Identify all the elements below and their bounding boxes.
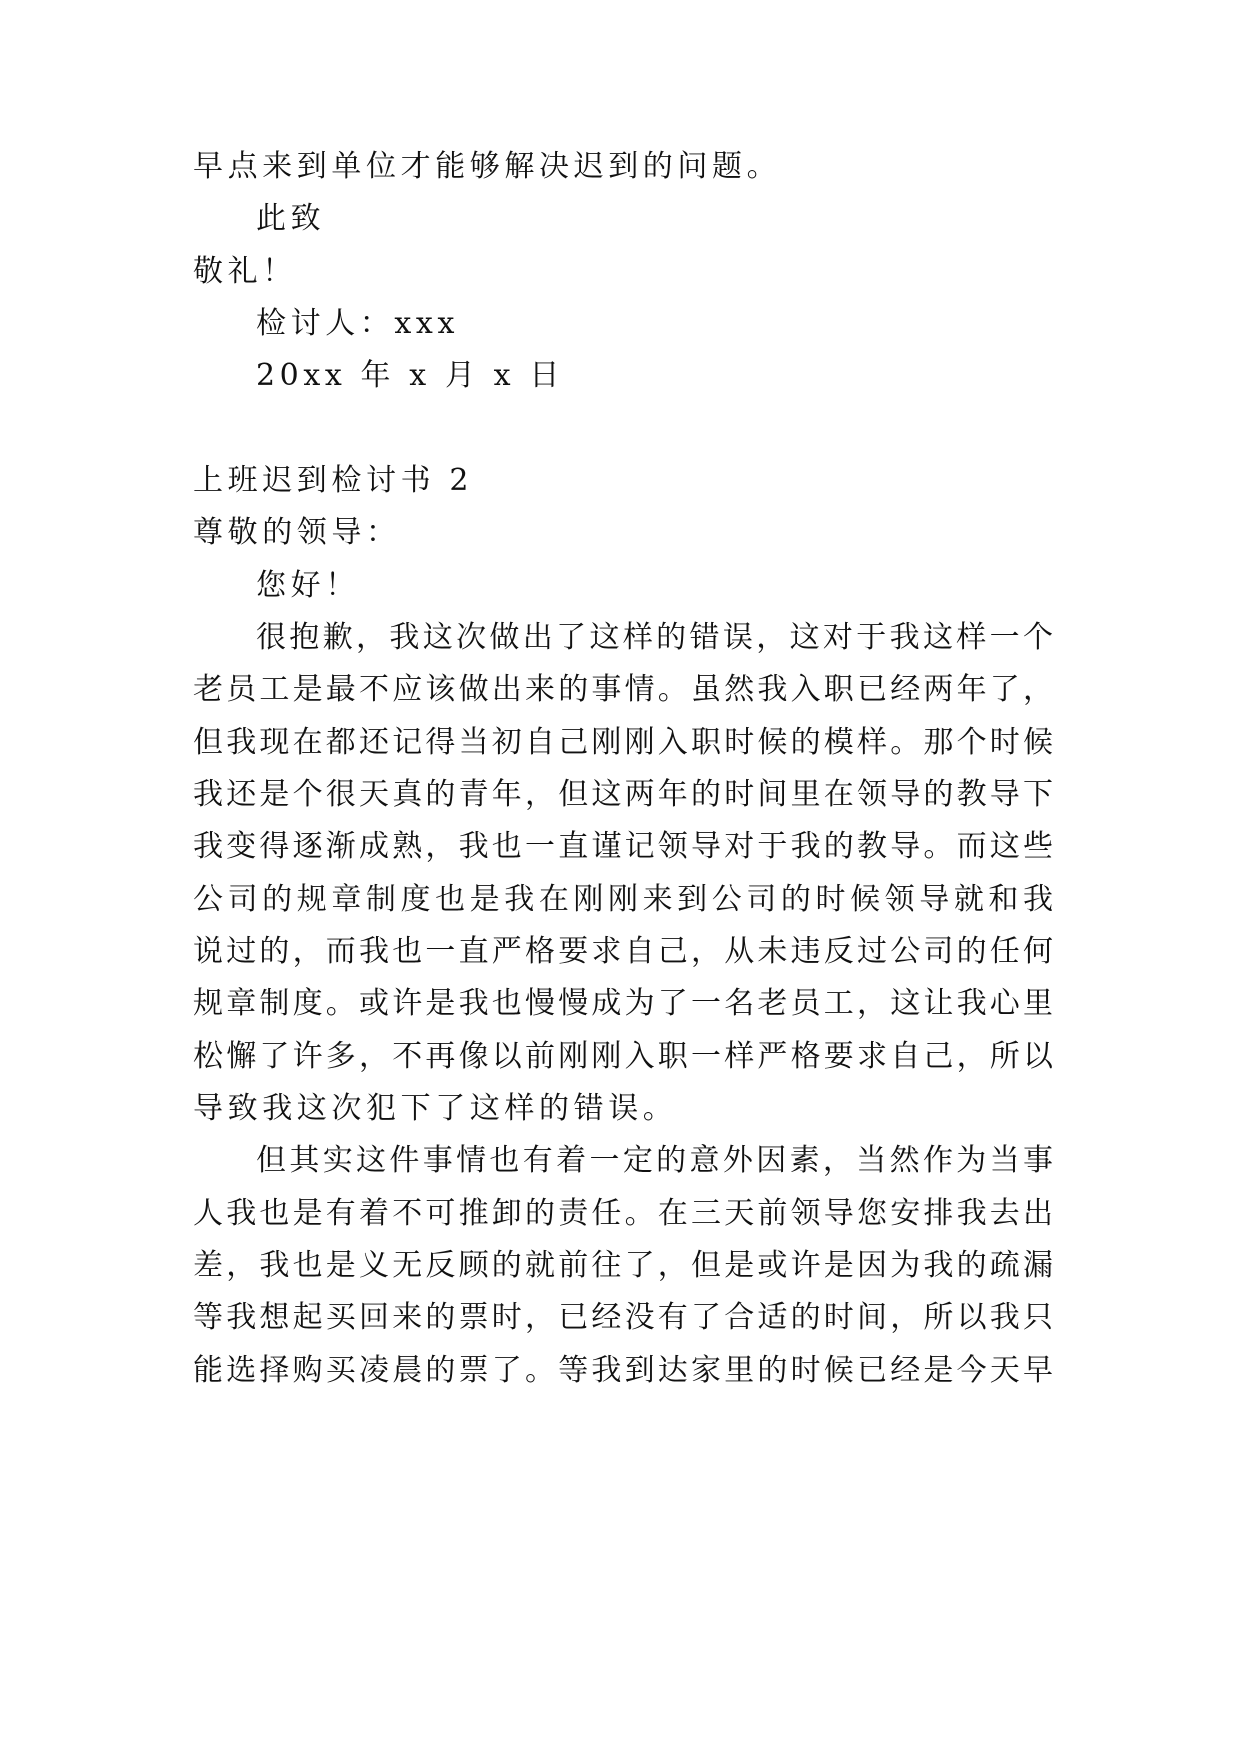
paragraph-line: 人我也是有着不可推卸的责任。在三天前领导您安排我去出 [193, 1196, 1053, 1231]
paragraph-line: 但我现在都还记得当初自己刚刚入职时候的模样。那个时候 [193, 725, 1053, 760]
paragraph-line: 能选择购买凌晨的票了。等我到达家里的时候已经是今天早 [193, 1353, 1053, 1388]
paragraph-line: 等我想起买回来的票时，已经没有了合适的时间，所以我只 [193, 1300, 1053, 1335]
paragraph-line: 规章制度。或许是我也慢慢成为了一名老员工，这让我心里 [193, 986, 1053, 1021]
paragraph-line: 我变得逐渐成熟，我也一直谨记领导对于我的教导。而这些 [193, 829, 1053, 864]
greeting: 您好！ [256, 568, 360, 603]
date-line: 20xx 年 x 月 x 日 [256, 358, 564, 393]
continued-text-line: 早点来到单位才能够解决迟到的问题。 [193, 149, 782, 184]
section-title: 上班迟到检讨书 2 [193, 463, 474, 498]
paragraph-line: 差，我也是义无反顾的就前往了，但是或许是因为我的疏漏 [193, 1248, 1053, 1283]
closing-line: 此致 [256, 201, 326, 236]
paragraph-line: 我还是个很天真的青年，但这两年的时间里在领导的教导下 [193, 777, 1053, 812]
paragraph-line: 老员工是最不应该做出来的事情。虽然我入职已经两年了， [193, 672, 1053, 707]
signature-line: 检讨人：xxx [256, 306, 459, 341]
paragraph-line: 说过的，而我也一直严格要求自己，从未违反过公司的任何 [193, 934, 1053, 969]
paragraph-line: 导致我这次犯下了这样的错误。 [193, 1091, 678, 1126]
paragraph-line: 很抱歉，我这次做出了这样的错误，这对于我这样一个 [256, 620, 1053, 655]
paragraph-line: 但其实这件事情也有着一定的意外因素，当然作为当事 [256, 1143, 1053, 1178]
paragraph-line: 松懈了许多，不再像以前刚刚入职一样严格要求自己，所以 [193, 1039, 1053, 1074]
paragraph-line: 公司的规章制度也是我在刚刚来到公司的时候领导就和我 [193, 882, 1053, 917]
salutation: 尊敬的领导： [193, 515, 401, 550]
closing-regards: 敬礼！ [193, 254, 297, 289]
